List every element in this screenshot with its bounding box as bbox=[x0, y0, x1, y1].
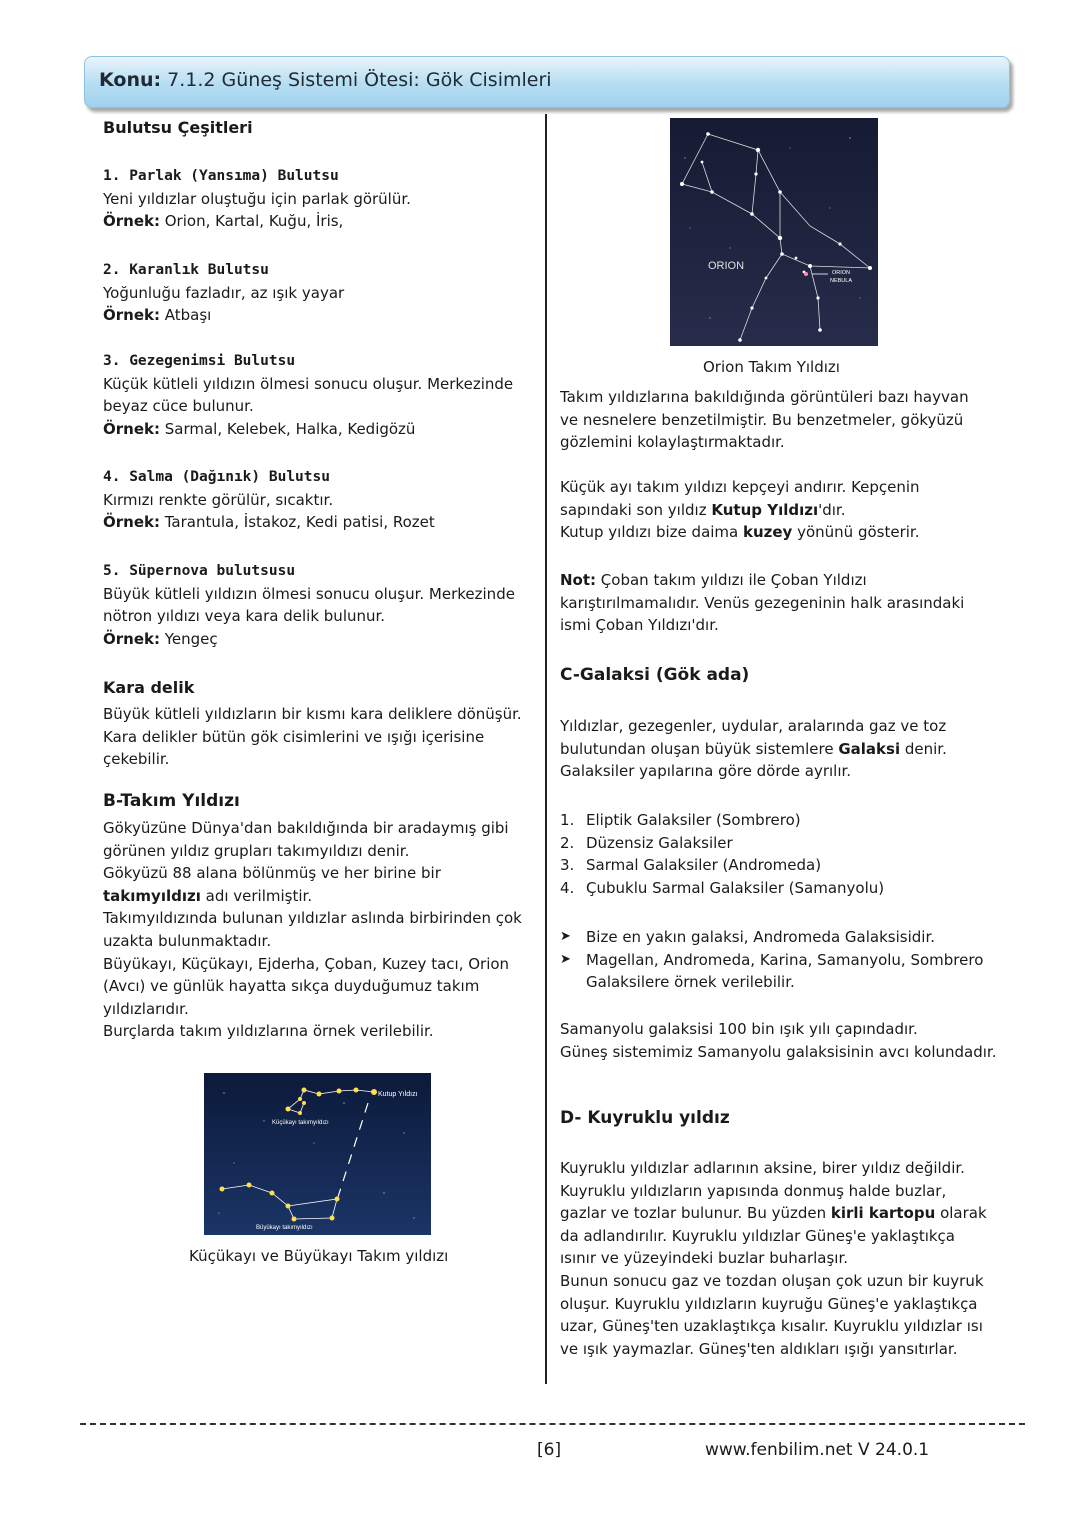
list-item: 3. Sarmal Galaksiler (Andromeda) bbox=[560, 856, 822, 875]
nebula-desc: Yoğunluğu fazladır, az ışık yayar bbox=[103, 283, 345, 302]
kuyruklu-title-block bbox=[560, 1105, 990, 1131]
nebula-name: 5. Süpernova bulutsusu bbox=[103, 563, 296, 579]
arrow-icon: ➤ bbox=[560, 929, 571, 944]
takim-yildizi: B-Takım Yıldızı Gökyüzüne Dünya'dan bakıldığında bir aradaymış gibi görünen yıldız grupları takımyıldızı denir. Gökyüzü 88 alana bölünmüş ve her birine bir takımyıldızı adı verilmiştir. Takımyıldızında bulunan yıldızlar aslında birbirinden çok uzakta bulunmaktadır. Büyükayı, Küçükayı, Ejderha, Çoban, Kuzey tacı, Orion (Avcı) ve günlük hayatta sıkça duyduğumuz takım yıldızlarıdır. Burçlarda takım yıldızlarına örnek verilebilir. bbox=[103, 788, 533, 1043]
list-item: ➤ Bize en yakın galaksi, Andromeda Galaksisidir. bbox=[560, 926, 990, 949]
kuyruklu-yildiz: Kuyruklu yıldızlar adlarının aksine, birer yıldız değildir. Kuyruklu yıldızların yapısında donmuş halde buzlar, gazlar ve tozlar bulunur. Bu yüzden kirli kartopu olarak da adlandırılır. Kuyruklu yıldızlar Güneş'e yaklaştıkça ısınır ve yüzeyindeki buzlar buharlaşır. Bunun sonucu gaz ve tozdan oluşan çok uzun bir kuyruk oluşur. Kuyruklu yıldızların kuyruğu Güneş'e yaklaştıkça uzar, Güneş'ten uzaklaştıkça kısalır. Kuyruklu yıldızlar ısı ve ışık yaymazlar. Güneş'ten aldıkları ışığı yansıtırlar. bbox=[560, 1159, 987, 1358]
orion-label: ORION bbox=[708, 260, 745, 272]
galaksi-list bbox=[560, 809, 990, 899]
nebula-desc: Küçük kütleli yıldızın ölmesi sonucu oluşur. Merkezinde beyaz cüce bulunur. bbox=[103, 374, 514, 416]
arrow-icon: ➤ bbox=[560, 951, 571, 967]
nebula-label-2: NEBULA bbox=[830, 278, 853, 284]
nebula-desc: Kırmızı renkte görülür, sıcaktır. bbox=[103, 490, 334, 509]
nebula-desc: Büyük kütleli yıldızın ölmesi sonucu oluşur. Merkezinde nötron yıldızı veya kara delik bulunur. bbox=[103, 584, 515, 626]
ursa-constellation-image bbox=[204, 1073, 431, 1235]
galaksi-section bbox=[560, 662, 990, 688]
nebula-label-1: ORION bbox=[832, 270, 851, 276]
list-item: 2. Düzensiz Galaksiler bbox=[560, 833, 733, 852]
orion-caption: Orion Takım Yıldızı bbox=[703, 358, 840, 376]
nebula-example: Örnek: Sarmal, Kelebek, Halka, Kedigözü bbox=[103, 419, 416, 438]
nebula-5 bbox=[103, 560, 533, 650]
list-item: 4. Çubuklu Sarmal Galaksiler (Samanyolu) bbox=[560, 878, 885, 897]
konu-text: 7.1.2 Güneş Sistemi Ötesi: Gök Cisimleri bbox=[161, 69, 552, 91]
takim-title: B-Takım Yıldızı bbox=[103, 791, 240, 811]
kara-delik bbox=[103, 676, 533, 771]
section-title-bulutsu: Bulutsu Çeşitleri bbox=[103, 118, 253, 137]
note-label: Not: bbox=[560, 571, 597, 589]
list-item: 1. Eliptik Galaksiler (Sombrero) bbox=[560, 811, 801, 829]
konu-label: Konu: bbox=[99, 69, 162, 91]
footer-divider bbox=[80, 1423, 1025, 1425]
takim-description: Takım yıldızlarına bakıldığında görüntüleri bazı hayvan ve nesnelere benzetilmiştir. Bu benzetmeler, gökyüzü gözlemini kolaylaştırmaktadır. bbox=[560, 388, 969, 452]
kutup-label: Kutup Yıldızı bbox=[378, 1091, 418, 1098]
nebula-name: 2. Karanlık Bulutsu bbox=[103, 262, 269, 278]
topic-title bbox=[99, 69, 552, 91]
buyukayi-label: Büyükayı takımyıldızı bbox=[256, 1225, 313, 1231]
nebula-1 bbox=[103, 165, 533, 233]
site-version: www.fenbilim.net V 24.0.1 bbox=[705, 1440, 930, 1460]
nebula-example: Örnek: Yengeç bbox=[103, 629, 218, 648]
galaksi-bullets bbox=[560, 926, 990, 994]
kucukayi-label: Küçükayı takımyıldızı bbox=[272, 1120, 329, 1126]
orion-constellation-svg bbox=[670, 118, 878, 346]
nebula-name: 1. Parlak (Yansıma) Bulutsu bbox=[103, 168, 339, 184]
nebula-example: Örnek: Orion, Kartal, Kuğu, İris, bbox=[103, 212, 344, 231]
nebula-2 bbox=[103, 259, 533, 327]
nebula-4 bbox=[103, 466, 533, 534]
kara-delik-text: Büyük kütleli yıldızların bir kısmı kara deliklere dönüşür. Kara delikler bütün gök cisimlerini ve ışığı içerisine çekebilir. bbox=[103, 705, 522, 769]
galaksi-title: C-Galaksi (Gök ada) bbox=[560, 665, 750, 685]
nebula-example: Örnek: Tarantula, İstakoz, Kedi patisi, Rozet bbox=[103, 513, 435, 532]
page-number: [6] bbox=[537, 1440, 562, 1460]
note-text: Çoban takım yıldızı ile Çoban Yıldızı karıştırılmamalıdır. Venüs gezegeninin halk arasındaki ismi Çoban Yıldızı'dır. bbox=[560, 571, 965, 635]
nebula-desc: Yeni yıldızlar oluştuğu için parlak görülür. bbox=[103, 189, 411, 208]
nebula-3 bbox=[103, 350, 533, 440]
nebula-name: 4. Salma (Dağınık) Bulutsu bbox=[103, 469, 330, 485]
kuyruklu-title: D- Kuyruklu yıldız bbox=[560, 1108, 730, 1128]
note bbox=[560, 569, 990, 637]
samanyolu: Samanyolu galaksisi 100 bin ışık yılı çapındadır. Güneş sistemimiz Samanyolu galaksisinin avcı kolundadır. bbox=[560, 1020, 997, 1061]
list-item: ➤ Magellan, Andromeda, Karina, Samanyolu, Sombrero Galaksilere örnek verilebilir. bbox=[560, 950, 984, 992]
orion-constellation-image bbox=[670, 118, 878, 346]
kutup-yildizi: Küçük ayı takım yıldızı kepçeyi andırır. Kepçenin sapındaki son yıldız Kutup Yıldızı'dır. Kutup yıldızı bize daima kuzey yönünü gösterir. bbox=[560, 478, 920, 542]
nebula-name: 3. Gezegenimsi Bulutsu bbox=[103, 353, 296, 369]
column-divider bbox=[545, 114, 547, 1384]
nebula-example: Örnek: Atbaşı bbox=[103, 306, 212, 325]
galaksi-description: Yıldızlar, gezegenler, uydular, aralarında gaz ve toz bulutundan oluşan büyük sistemlere Galaksi denir. Galaksiler yapılarına göre dörde ayrılır. bbox=[560, 717, 947, 781]
kara-delik-title: Kara delik bbox=[103, 678, 195, 697]
ursa-caption: Küçükayı ve Büyükayı Takım yıldızı bbox=[189, 1247, 449, 1265]
topic-banner bbox=[84, 56, 1010, 108]
ursa-constellation-svg bbox=[204, 1073, 431, 1235]
